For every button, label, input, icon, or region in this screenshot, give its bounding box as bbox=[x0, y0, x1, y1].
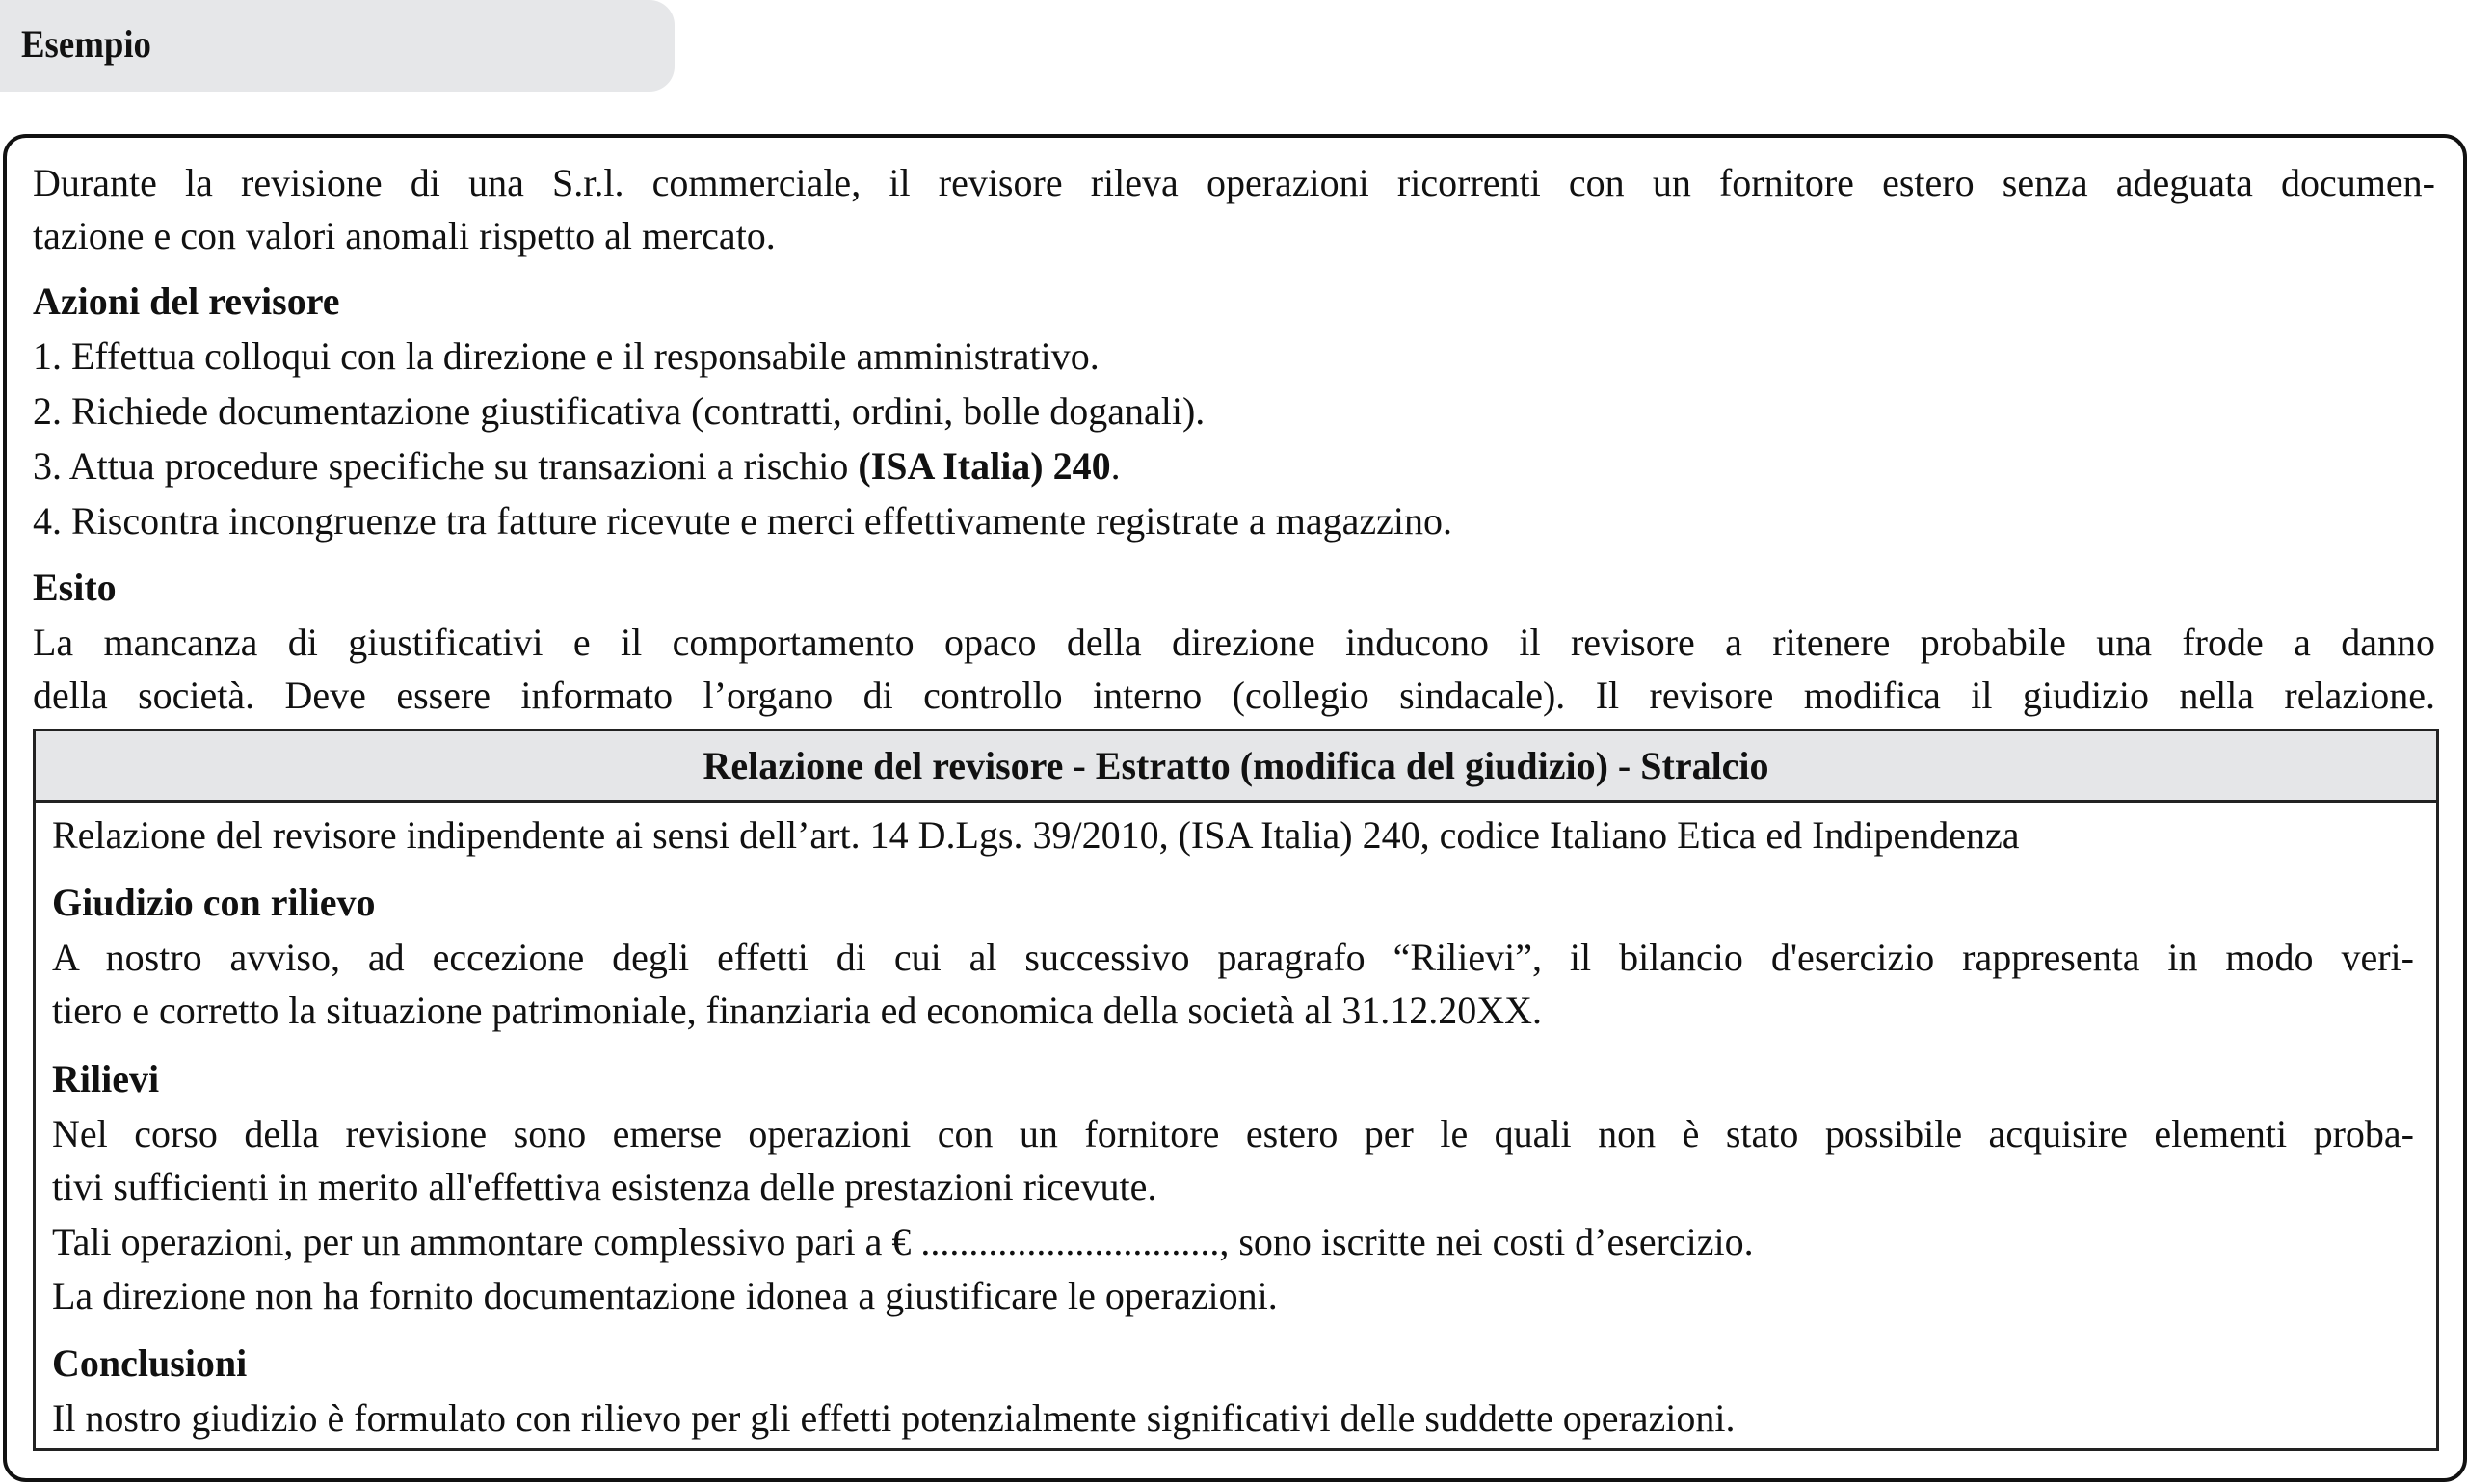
findings-line-1: Nel corso della revisione sono emerse operazioni con un fornitore estero per le quali non è stato possibile acquisire elementi proba- bbox=[52, 1112, 2414, 1155]
action-item-3 bbox=[33, 443, 1121, 490]
action-item-2: 2. Richiede documentazione giustificativa (contratti, ordini, bolle doganali). bbox=[33, 389, 1206, 433]
findings-heading: Rilievi bbox=[52, 1057, 160, 1100]
opinion-line-2: tiero e corretto la situazione patrimoniale, finanziaria ed economica della società al 31.12.20XX. bbox=[52, 989, 1543, 1032]
opinion-line-1: A nostro avviso, ad eccezione degli effetti di cui al successivo paragrafo “Rilievi”, il bilancio d'esercizio rappresenta in modo veri- bbox=[52, 936, 2414, 979]
findings-line-3: Tali operazioni, per un ammontare complessivo pari a € ..............................., sono iscritte nei costi d’esercizio. bbox=[52, 1220, 1754, 1263]
findings-line-2: tivi sufficienti in merito all'effettiva esistenza delle prestazioni ricevute. bbox=[52, 1165, 1157, 1208]
conclusions-heading: Conclusioni bbox=[52, 1341, 248, 1385]
intro-line-2: tazione e con valori anomali rispetto al mercato. bbox=[33, 214, 776, 257]
action-item-3-suffix: . bbox=[1110, 444, 1121, 488]
action-item-3-text: 3. Attua procedure specifiche su transazioni a rischio bbox=[33, 444, 859, 488]
example-label-box bbox=[0, 0, 675, 92]
intro-line-1: Durante la revisione di una S.r.l. commerciale, il revisore rileva operazioni ricorrenti con un fornitore estero senza adeguata documen- bbox=[33, 161, 2435, 204]
outcome-line-1: La mancanza di giustificativi e il comportamento opaco della direzione inducono il revisore a ritenere probabile una frode a danno bbox=[33, 621, 2435, 664]
report-title: Relazione del revisore - Estratto (modifica del giudizio) - Stralcio bbox=[703, 744, 1769, 787]
action-item-1: 1. Effettua colloqui con la direzione e il responsabile amministrativo. bbox=[33, 334, 1100, 378]
actions-heading: Azioni del revisore bbox=[33, 279, 340, 323]
isa-reference: (ISA Italia) 240 bbox=[858, 444, 1111, 488]
example-label: Esempio bbox=[21, 22, 151, 66]
report-subtitle: Relazione del revisore indipendente ai sensi dell’art. 14 D.Lgs. 39/2010, (ISA Italia) 240, codice Italiano Etica ed Indipendenza bbox=[52, 813, 2020, 857]
outcome-line-2: della società. Deve essere informato l’organo di controllo interno (collegio sindacale). Il revisore modifica il giudizio nella relazione. bbox=[33, 674, 2435, 717]
outcome-heading: Esito bbox=[33, 566, 117, 609]
report-table-header bbox=[36, 731, 2436, 803]
findings-line-4: La direzione non ha fornito documentazione idonea a giustificare le operazioni. bbox=[52, 1274, 1278, 1317]
conclusions-line-1: Il nostro giudizio è formulato con rilievo per gli effetti potenzialmente significativi delle suddette operazioni. bbox=[52, 1396, 1736, 1440]
opinion-heading: Giudizio con rilievo bbox=[52, 881, 376, 924]
action-item-4: 4. Riscontra incongruenze tra fatture ricevute e merci effettivamente registrate a magazzino. bbox=[33, 499, 1452, 543]
